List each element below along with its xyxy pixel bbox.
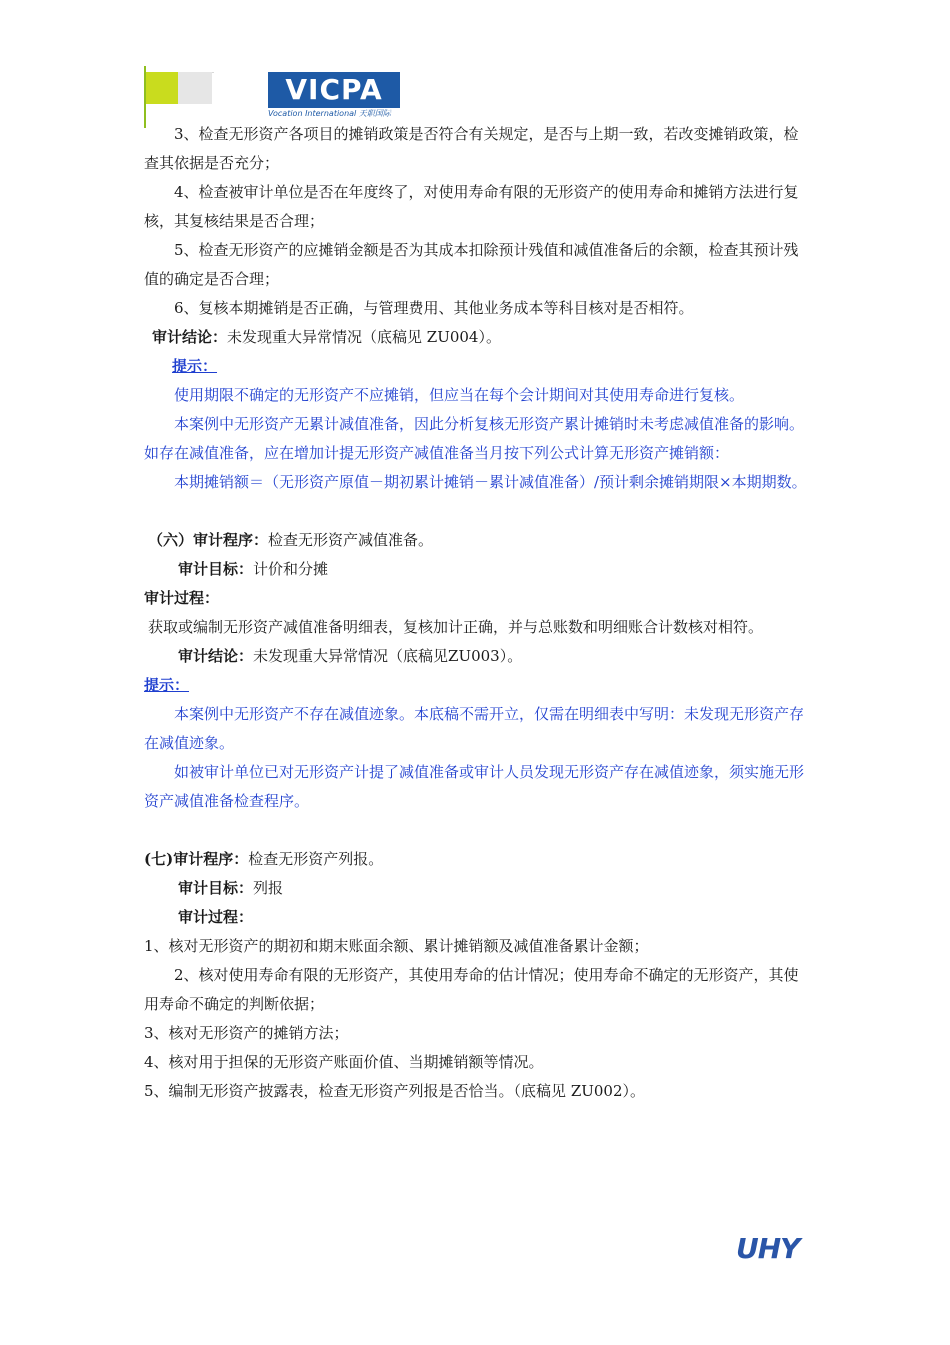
- tip-paragraph: 如被审计单位已对无形资产计提了减值准备或审计人员发现无形资产存在减值迹象，须实施无形资产减值准备检查程序。: [144, 763, 805, 810]
- tip-formula: 本期摊销额＝（无形资产原值－期初累计摊销－累计减值准备）/预计剩余摊销期限×本期期数。: [174, 473, 807, 491]
- section7-item-3: 3、核对无形资产的摊销方法；: [144, 1024, 349, 1042]
- section6-goal: [144, 555, 808, 584]
- vicpa-logo-subtitle: Vocation International 天职国际: [268, 109, 391, 118]
- section7-goal: [144, 874, 808, 903]
- section7-item-2: 2、核对使用寿命有限的无形资产，其使用寿命的估计情况；使用寿命不确定的无形资产，其使用寿命不确定的判断依据；: [144, 966, 799, 1013]
- section6-process-label: 审计过程：: [144, 589, 220, 607]
- paragraph-item-5: 5、检查无形资产的应摊销金额是否为其成本扣除预计残值和减值准备后的余额，检查其预计残值的确定是否合理；: [144, 241, 799, 288]
- vicpa-logo: [268, 72, 400, 108]
- tip-label: 提示：: [172, 357, 218, 375]
- header-grey-block: [178, 72, 212, 104]
- goal-text: 列报: [253, 879, 284, 897]
- tip-paragraph: 本案例中无形资产无累计减值准备，因此分析复核无形资产累计摊销时未考虑减值准备的影响。如存在减值准备，应在增加计提无形资产减值准备当月按下列公式计算无形资产摊销额：: [144, 415, 805, 462]
- tip-heading: [144, 352, 808, 381]
- conclusion-text: 未发现重大异常情况（底稿见 ZU004）。: [227, 328, 501, 346]
- paragraph-item-3: 3、检查无形资产各项目的摊销政策是否符合有关规定，是否与上期一致，若改变摊销政策，检查其依据是否充分；: [144, 125, 799, 172]
- section6-process-text: 获取或编制无形资产减值准备明细表，复核加计正确，并与总账数和明细账合计数核对相符。: [148, 618, 764, 636]
- goal-text: 计价和分摊: [253, 560, 329, 578]
- tip-label: 提示：: [144, 676, 190, 694]
- tip-paragraph: 使用期限不确定的无形资产不应摊销，但应当在每个会计期间对其使用寿命进行复核。: [174, 386, 745, 404]
- uhy-logo: UHY: [736, 1232, 800, 1265]
- conclusion-text: 未发现重大异常情况（底稿见ZU003）。: [253, 647, 523, 665]
- procedure-text: 检查无形资产列报。: [248, 850, 384, 868]
- tip-paragraph: 本案例中无形资产不存在减值迹象。本底稿不需开立，仅需在明细表中写明：未发现无形资产存在减值迹象。: [144, 705, 805, 752]
- paragraph-item-4: 4、检查被审计单位是否在年度终了，对使用寿命有限的无形资产的使用寿命和摊销方法进行复核，其复核结果是否合理；: [144, 183, 799, 230]
- goal-label: 审计目标：: [178, 879, 254, 897]
- spacer: [144, 497, 808, 526]
- section7-item-1: 1、核对无形资产的期初和期末账面余额、累计摊销额及减值准备累计金额；: [144, 937, 649, 955]
- goal-label: 审计目标：: [178, 560, 254, 578]
- procedure-label: （六）审计程序：: [148, 531, 269, 549]
- header-green-block: [146, 72, 178, 104]
- section6-conclusion: [144, 642, 808, 671]
- vicpa-logo-text: VICPA: [285, 73, 383, 106]
- section6-procedure: [144, 526, 808, 555]
- section7-procedure: [144, 845, 808, 874]
- conclusion-zu004: [144, 323, 808, 352]
- procedure-text: 检查无形资产减值准备。: [268, 531, 434, 549]
- section7-process-label: 审计过程：: [178, 908, 254, 926]
- document-body: [144, 120, 808, 1106]
- section7-item-5: 5、编制无形资产披露表，检查无形资产列报是否恰当。（底稿见 ZU002）。: [144, 1082, 646, 1100]
- conclusion-label: 审计结论：: [152, 328, 228, 346]
- section7-item-4: 4、核对用于担保的无形资产账面价值、当期摊销额等情况。: [144, 1053, 544, 1071]
- paragraph-item-6: 6、复核本期摊销是否正确，与管理费用、其他业务成本等科目核对是否相符。: [174, 299, 694, 317]
- spacer: [144, 816, 808, 845]
- tip-heading: [144, 671, 808, 700]
- conclusion-label: 审计结论：: [178, 647, 254, 665]
- procedure-label: (七)审计程序：: [144, 850, 249, 868]
